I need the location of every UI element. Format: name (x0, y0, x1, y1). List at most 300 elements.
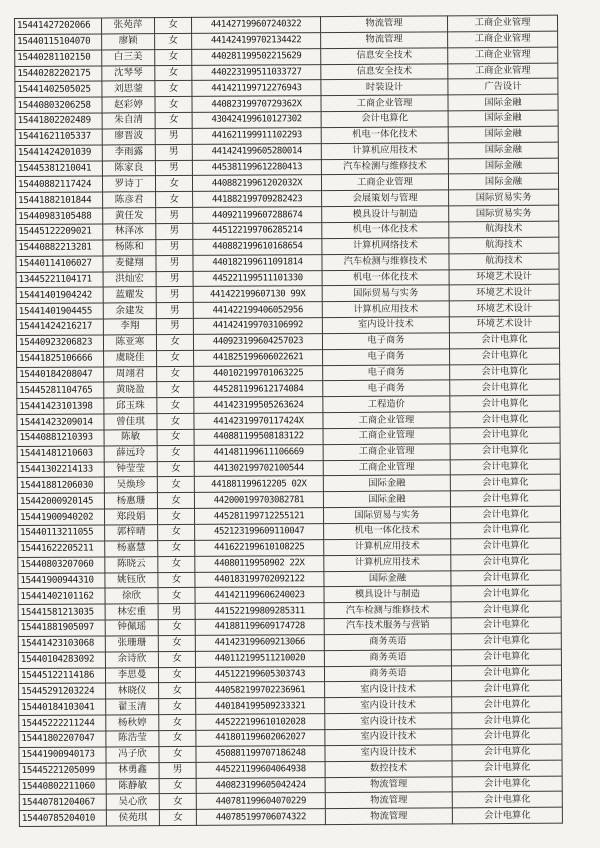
exam-number-cell: 15445222211244 (19, 715, 106, 731)
student-name-cell: 余诗欣 (105, 651, 158, 667)
student-name-cell: 吴心欣 (106, 794, 159, 810)
id-card-cell: 441825199606022621 (194, 349, 323, 366)
id-card-cell: 441422199406052956 (193, 302, 322, 319)
table-row (19, 807, 562, 826)
target-major-cell: 会计电算化 (450, 475, 560, 492)
id-card-cell: 441424199605280014 (192, 143, 321, 160)
target-major-cell: 工商企业管理 (448, 63, 558, 80)
gender-cell: 女 (157, 445, 194, 461)
exam-number-cell: 15445221205099 (19, 763, 106, 779)
student-name-cell: 郑段娟 (105, 509, 158, 525)
id-card-cell: 441622199610108225 (195, 539, 324, 556)
original-major-cell: 工商企业管理 (323, 444, 450, 461)
id-card-cell: 440182199611091814 (193, 254, 322, 271)
student-name-cell: 李雨露 (102, 144, 155, 160)
student-name-cell: 李翔 (103, 319, 156, 335)
gender-cell: 男 (159, 762, 196, 778)
exam-number-cell: 15441621105337 (15, 129, 102, 145)
original-major-cell: 工商企业管理 (323, 412, 450, 429)
original-major-cell: 国际贸易与实务 (323, 507, 450, 524)
student-name-cell: 林晓仪 (106, 683, 159, 699)
original-major-cell: 汽车检测与维修技术 (322, 254, 449, 271)
exam-number-cell: 15441581213035 (18, 604, 105, 620)
original-major-cell: 室内设计技术 (325, 713, 452, 730)
gender-cell: 男 (156, 255, 193, 271)
target-major-cell: 会计电算化 (452, 728, 562, 745)
gender-cell: 女 (158, 556, 195, 572)
gender-cell: 女 (155, 176, 192, 192)
original-major-cell: 数控技术 (325, 760, 452, 777)
original-major-cell: 会计电算化 (321, 111, 448, 128)
original-major-cell: 汽车检测与维修技术 (321, 158, 448, 175)
target-major-cell: 会计电算化 (450, 427, 560, 444)
id-card-cell: 440823199605042424 (196, 777, 325, 794)
id-card-cell: 440102199701063225 (194, 365, 323, 382)
exam-number-cell: 15440104283092 (18, 652, 105, 668)
student-name-cell: 李思曼 (105, 667, 158, 683)
id-card-cell: 440281199502215629 (192, 48, 321, 65)
student-name-cell: 黄晓盈 (104, 382, 157, 398)
exam-number-cell: 15441423209014 (17, 414, 104, 430)
gender-cell: 女 (158, 667, 195, 683)
gender-cell: 女 (159, 746, 196, 762)
id-card-cell: 441427199607240322 (191, 17, 320, 34)
student-name-cell: 朱自清 (102, 113, 155, 129)
target-major-cell: 会计电算化 (450, 490, 560, 507)
student-name-cell: 陈静敏 (106, 778, 159, 794)
exam-number-cell: 15440802211060 (19, 778, 106, 794)
id-card-cell: 440882199610168654 (193, 238, 322, 255)
target-major-cell: 会计电算化 (452, 776, 562, 793)
student-name-cell: 薛远玲 (104, 445, 157, 461)
original-major-cell: 时装设计 (321, 79, 448, 96)
student-name-cell: 白三美 (102, 49, 155, 65)
target-major-cell: 会计电算化 (452, 760, 562, 777)
gender-cell: 女 (159, 730, 196, 746)
id-card-cell: 440923199604257023 (193, 333, 322, 350)
student-name-cell: 杨秋婷 (106, 715, 159, 731)
target-major-cell: 会计电算化 (450, 459, 560, 476)
gender-cell: 女 (158, 572, 195, 588)
target-major-cell: 会计电算化 (450, 380, 560, 397)
target-major-cell: 广告设计 (448, 79, 558, 96)
gender-cell: 男 (156, 239, 193, 255)
exam-number-cell: 15441622205211 (18, 541, 105, 557)
gender-cell: 女 (158, 651, 195, 667)
gender-cell: 女 (155, 17, 192, 33)
target-major-cell: 会计电算化 (452, 696, 562, 713)
student-name-cell: 徐欣 (105, 588, 158, 604)
id-card-cell: 441302199702100544 (194, 460, 323, 477)
original-major-cell: 电子商务 (322, 333, 449, 350)
student-name-cell: 蓝耀发 (103, 287, 156, 303)
gender-cell: 女 (159, 778, 196, 794)
id-card-cell: 440223199511033727 (192, 64, 321, 81)
target-major-cell: 会计电算化 (450, 506, 560, 523)
id-card-cell: 442000199703082781 (194, 492, 323, 509)
original-major-cell: 室内设计技术 (325, 745, 452, 762)
student-name-cell: 吴焕珍 (104, 477, 157, 493)
id-card-cell: 440785199706074322 (196, 809, 325, 826)
target-major-cell: 国际金融 (448, 110, 558, 127)
target-major-cell: 会计电算化 (451, 522, 561, 539)
gender-cell: 女 (155, 49, 192, 65)
gender-cell: 女 (155, 33, 192, 49)
student-name-cell: 虞晓佳 (104, 350, 157, 366)
id-card-cell: 441881199612205 02X (194, 476, 323, 493)
student-name-cell: 沈琴琴 (102, 65, 155, 81)
original-major-cell: 电子商务 (323, 364, 450, 381)
id-card-cell: 445281199612174084 (194, 381, 323, 398)
gender-cell: 女 (158, 588, 195, 604)
exam-number-cell: 15441481210603 (17, 446, 104, 462)
original-major-cell: 商务英语 (324, 634, 451, 651)
exam-number-cell: 15445122114186 (18, 668, 105, 684)
gender-cell: 女 (155, 112, 192, 128)
target-major-cell: 会计电算化 (450, 348, 560, 365)
original-major-cell: 工商企业管理 (321, 174, 448, 191)
id-card-cell: 44088219961202032X (192, 175, 321, 192)
original-major-cell: 会展策划与管理 (322, 190, 449, 207)
target-major-cell: 环境艺术设计 (449, 269, 559, 286)
gender-cell: 男 (156, 287, 193, 303)
id-card-cell: 441423199609213066 (195, 635, 324, 652)
student-name-cell: 林宏重 (105, 604, 158, 620)
gender-cell: 女 (157, 350, 194, 366)
id-card-cell: 445122199706285214 (193, 223, 322, 240)
exam-number-cell: 15441401904242 (16, 287, 103, 303)
exam-number-cell: 15441900940173 (19, 747, 106, 763)
original-major-cell: 模具设计与制造 (324, 586, 451, 603)
target-major-cell: 国际金融 (448, 158, 558, 175)
target-major-cell: 国际金融 (448, 126, 558, 143)
original-major-cell: 机电一体化技术 (322, 269, 449, 286)
id-card-cell: 441882199709282423 (193, 191, 322, 208)
student-name-cell: 邱玉珠 (104, 398, 157, 414)
original-major-cell: 工商企业管理 (321, 95, 448, 112)
student-name-cell: 杨陈和 (103, 239, 156, 255)
gender-cell: 女 (157, 366, 194, 382)
exam-number-cell: 15441900944310 (18, 572, 105, 588)
exam-number-cell: 13445221104171 (16, 271, 103, 287)
gender-cell: 男 (156, 271, 193, 287)
original-major-cell: 计算机应用技术 (321, 143, 448, 160)
id-card-cell: 441424199702134422 (192, 32, 321, 49)
original-major-cell: 物流管理 (320, 16, 447, 33)
student-name-cell: 林泽冰 (103, 224, 156, 240)
id-card-cell: 440112199511210020 (195, 650, 324, 667)
gender-cell: 女 (159, 715, 196, 731)
exam-number-cell: 15441900940202 (18, 509, 105, 525)
id-card-cell: 441481199611106669 (194, 444, 323, 461)
target-major-cell: 会计电算化 (452, 807, 562, 824)
target-major-cell: 环境艺术设计 (449, 300, 559, 317)
id-card-cell: 430424199610127302 (192, 112, 321, 129)
gender-cell: 女 (157, 461, 194, 477)
target-major-cell: 工商企业管理 (448, 47, 558, 64)
student-name-cell: 杨惠珊 (104, 493, 157, 509)
student-name-cell: 翟玉清 (106, 699, 159, 715)
gender-cell: 女 (158, 540, 195, 556)
id-card-cell: 450881199707186248 (196, 745, 325, 762)
original-major-cell: 计算机应用技术 (322, 301, 449, 318)
gender-cell: 男 (156, 318, 193, 334)
target-major-cell: 国际金融 (448, 142, 558, 159)
exam-number-cell: 15441302214133 (17, 462, 104, 478)
target-major-cell: 工商企业管理 (448, 31, 558, 48)
exam-number-cell: 15442000920145 (17, 493, 104, 509)
original-major-cell: 国际贸易与实务 (322, 285, 449, 302)
id-card-cell: 441422199607130 99X (193, 286, 322, 303)
id-card-cell: 44080119950902 22X (195, 555, 324, 572)
gender-cell: 女 (157, 382, 194, 398)
target-major-cell: 会计电算化 (452, 792, 562, 809)
student-name-cell: 张珊珊 (105, 636, 158, 652)
exam-number-cell: 15440282202175 (15, 65, 102, 81)
student-name-cell: 钟莹莹 (104, 461, 157, 477)
target-major-cell: 国际金融 (448, 94, 558, 111)
target-major-cell: 国际贸易实务 (449, 189, 559, 206)
gender-cell: 女 (156, 192, 193, 208)
gender-cell: 女 (158, 635, 195, 651)
id-card-cell: 440184199509233321 (196, 698, 325, 715)
original-major-cell: 模具设计与制造 (322, 206, 449, 223)
exam-number-cell: 15445381210041 (15, 161, 102, 177)
original-major-cell: 室内设计技术 (325, 729, 452, 746)
gender-cell: 女 (157, 398, 194, 414)
gender-cell: 男 (156, 208, 193, 224)
target-major-cell: 航海技术 (449, 237, 559, 254)
target-major-cell: 会计电算化 (452, 681, 562, 698)
original-major-cell: 工商企业管理 (323, 459, 450, 476)
target-major-cell: 工商企业管理 (447, 15, 557, 32)
exam-number-cell: 15441401904455 (16, 303, 103, 319)
id-card-cell: 445381199612280413 (192, 159, 321, 176)
student-name-cell: 洪灿宏 (103, 271, 156, 287)
id-card-cell: 452123199609110047 (195, 524, 324, 541)
student-name-cell: 张苑萍 (102, 18, 155, 34)
student-name-cell: 钟佩瑶 (105, 620, 158, 636)
target-major-cell: 会计电算化 (450, 395, 560, 412)
student-name-cell: 侯苑琪 (106, 810, 159, 826)
gender-cell: 女 (159, 683, 196, 699)
target-major-cell: 会计电算化 (449, 332, 559, 349)
original-major-cell: 信息安全技术 (321, 48, 448, 65)
exam-number-cell: 15440785204010 (19, 810, 106, 826)
student-name-cell: 陈浩莹 (106, 731, 159, 747)
original-major-cell: 国际金融 (323, 491, 450, 508)
student-name-cell: 陈晓云 (105, 556, 158, 572)
gender-cell: 女 (157, 429, 194, 445)
original-major-cell: 室内设计技术 (325, 697, 452, 714)
exam-number-cell: 15440803206258 (15, 97, 102, 113)
exam-number-cell: 15440803207060 (18, 557, 105, 573)
exam-number-cell: 15441802207047 (19, 731, 106, 747)
original-major-cell: 电子商务 (323, 380, 450, 397)
id-card-cell: 445281199712255121 (195, 508, 324, 525)
exam-number-cell: 15441402505025 (15, 81, 102, 97)
id-card-cell: 440183199702092122 (195, 571, 324, 588)
target-major-cell: 会计电算化 (451, 617, 561, 634)
id-card-cell: 44142319970117424X (194, 413, 323, 430)
target-major-cell: 会计电算化 (450, 443, 560, 460)
student-name-cell: 陈家良 (102, 160, 155, 176)
target-major-cell: 航海技术 (449, 253, 559, 270)
student-name-cell: 姚钰欣 (105, 572, 158, 588)
original-major-cell: 商务英语 (324, 650, 451, 667)
original-major-cell: 工商企业管理 (323, 428, 450, 445)
exam-number-cell: 15440115104070 (15, 34, 102, 50)
id-card-cell: 440781199604070229 (196, 793, 325, 810)
gender-cell: 女 (157, 414, 194, 430)
student-name-cell: 麦健翔 (103, 255, 156, 271)
student-table (14, 15, 563, 827)
exam-number-cell: 15440184208047 (17, 367, 104, 383)
id-card-cell: 440921199607288674 (193, 207, 322, 224)
original-major-cell: 物流管理 (325, 792, 452, 809)
exam-number-cell: 15441423101398 (17, 398, 104, 414)
exam-number-cell: 15441825106666 (17, 351, 104, 367)
id-card-cell: 441423199505263624 (194, 397, 323, 414)
student-name-cell: 陈彦君 (103, 192, 156, 208)
exam-number-cell: 15441881206030 (17, 477, 104, 493)
target-major-cell: 会计电算化 (452, 712, 562, 729)
gender-cell: 女 (155, 81, 192, 97)
gender-cell: 女 (156, 334, 193, 350)
id-card-cell: 441421199606240023 (195, 587, 324, 604)
student-name-cell: 冯子欣 (106, 746, 159, 762)
target-major-cell: 环境艺术设计 (449, 316, 559, 333)
student-name-cell: 廖颖 (102, 33, 155, 49)
exam-number-cell: 15441424216217 (16, 319, 103, 335)
original-major-cell: 计算机网络技术 (322, 238, 449, 255)
original-major-cell: 室内设计技术 (325, 681, 452, 698)
target-major-cell: 会计电算化 (452, 744, 562, 761)
student-table-body (15, 15, 563, 826)
gender-cell: 女 (159, 699, 196, 715)
gender-cell: 男 (155, 144, 192, 160)
original-major-cell: 室内设计技术 (322, 317, 449, 334)
gender-cell: 女 (159, 794, 196, 810)
gender-cell: 男 (155, 128, 192, 144)
gender-cell: 女 (158, 524, 195, 540)
original-major-cell: 汽车检测与维修技术 (324, 602, 451, 619)
id-card-cell: 441621199911102293 (192, 128, 321, 145)
exam-number-cell: 15441423103068 (18, 636, 105, 652)
id-card-cell: 445122199605303743 (195, 666, 324, 683)
original-major-cell: 信息安全技术 (321, 63, 448, 80)
id-card-cell: 441424199703106992 (193, 318, 322, 335)
exam-number-cell: 15440881210393 (17, 430, 104, 446)
student-name-cell: 余建发 (103, 303, 156, 319)
target-major-cell: 会计电算化 (451, 554, 561, 571)
exam-number-cell: 15441802202489 (15, 113, 102, 129)
original-major-cell: 计算机应用技术 (324, 555, 451, 572)
original-major-cell: 工程造价 (323, 396, 450, 413)
exam-number-cell: 15440882213281 (16, 240, 103, 256)
id-card-cell: 445222199610102028 (196, 714, 325, 731)
gender-cell: 女 (158, 619, 195, 635)
exam-number-cell: 15440983105488 (16, 208, 103, 224)
student-name-cell: 刘思蓥 (102, 81, 155, 97)
gender-cell: 女 (157, 493, 194, 509)
gender-cell: 男 (156, 303, 193, 319)
id-card-cell: 445221199604064938 (196, 761, 325, 778)
original-major-cell: 汽车技术服务与营销 (324, 618, 451, 635)
target-major-cell: 会计电算化 (450, 364, 560, 381)
target-major-cell: 会计电算化 (451, 570, 561, 587)
gender-cell: 女 (158, 509, 195, 525)
exam-number-cell: 15440113211055 (18, 525, 105, 541)
original-major-cell: 物流管理 (325, 808, 452, 825)
gender-cell: 男 (155, 160, 192, 176)
id-card-cell: 441881199609174728 (195, 619, 324, 636)
exam-number-cell: 15445122209021 (16, 224, 103, 240)
exam-number-cell: 15441427202066 (15, 18, 102, 34)
target-major-cell: 会计电算化 (451, 586, 561, 603)
student-name-cell: 黄任发 (103, 208, 156, 224)
original-major-cell: 物流管理 (325, 776, 452, 793)
student-name-cell: 郭梓晴 (105, 525, 158, 541)
exam-number-cell: 15441882101844 (16, 192, 103, 208)
exam-number-cell: 15441402101162 (18, 588, 105, 604)
exam-number-cell: 15440882117424 (15, 176, 102, 192)
student-name-cell: 曾佳琪 (104, 414, 157, 430)
exam-number-cell: 15440781204067 (19, 794, 106, 810)
exam-number-cell: 15441881905097 (18, 620, 105, 636)
exam-number-cell: 15445291203224 (19, 683, 106, 699)
target-major-cell: 环境艺术设计 (449, 285, 559, 302)
gender-cell: 女 (159, 810, 196, 826)
target-major-cell: 会计电算化 (451, 649, 561, 666)
student-name-cell: 陈敏 (104, 430, 157, 446)
gender-cell: 男 (158, 604, 195, 620)
original-major-cell: 计算机应用技术 (324, 539, 451, 556)
id-card-cell: 440881199508183122 (194, 429, 323, 446)
student-name-cell: 林勇鑫 (106, 762, 159, 778)
exam-number-cell: 15440184103041 (19, 699, 106, 715)
id-card-cell: 441801199602062027 (196, 730, 325, 747)
target-major-cell: 航海技术 (449, 221, 559, 238)
original-major-cell: 电子商务 (323, 349, 450, 366)
gender-cell: 女 (157, 477, 194, 493)
target-major-cell: 会计电算化 (451, 601, 561, 618)
id-card-cell: 441522199809285311 (195, 603, 324, 620)
gender-cell: 女 (155, 65, 192, 81)
target-major-cell: 国际金融 (448, 174, 558, 191)
original-major-cell: 机电一体化技术 (324, 523, 451, 540)
student-name-cell: 陈亚寒 (103, 335, 156, 351)
gender-cell: 女 (155, 97, 192, 113)
original-major-cell: 国际金融 (323, 475, 450, 492)
student-name-cell: 罗诗丁 (102, 176, 155, 192)
exam-number-cell: 15440281102150 (15, 50, 102, 66)
target-major-cell: 会计电算化 (451, 633, 561, 650)
original-major-cell: 机电一体化技术 (322, 222, 449, 239)
target-major-cell: 国际贸易实务 (449, 205, 559, 222)
target-major-cell: 会计电算化 (451, 665, 561, 682)
id-card-cell: 44082319970729362X (192, 96, 321, 113)
target-major-cell: 会计电算化 (451, 538, 561, 555)
original-major-cell: 物流管理 (321, 32, 448, 49)
exam-number-cell: 15440923206823 (16, 335, 103, 351)
id-card-cell: 440582199702236961 (196, 682, 325, 699)
exam-number-cell: 15445281104765 (17, 382, 104, 398)
gender-cell: 男 (156, 223, 193, 239)
id-card-cell: 445221199511101330 (193, 270, 322, 287)
student-name-cell: 廖晋波 (102, 129, 155, 145)
id-card-cell: 441421199712276943 (192, 80, 321, 97)
